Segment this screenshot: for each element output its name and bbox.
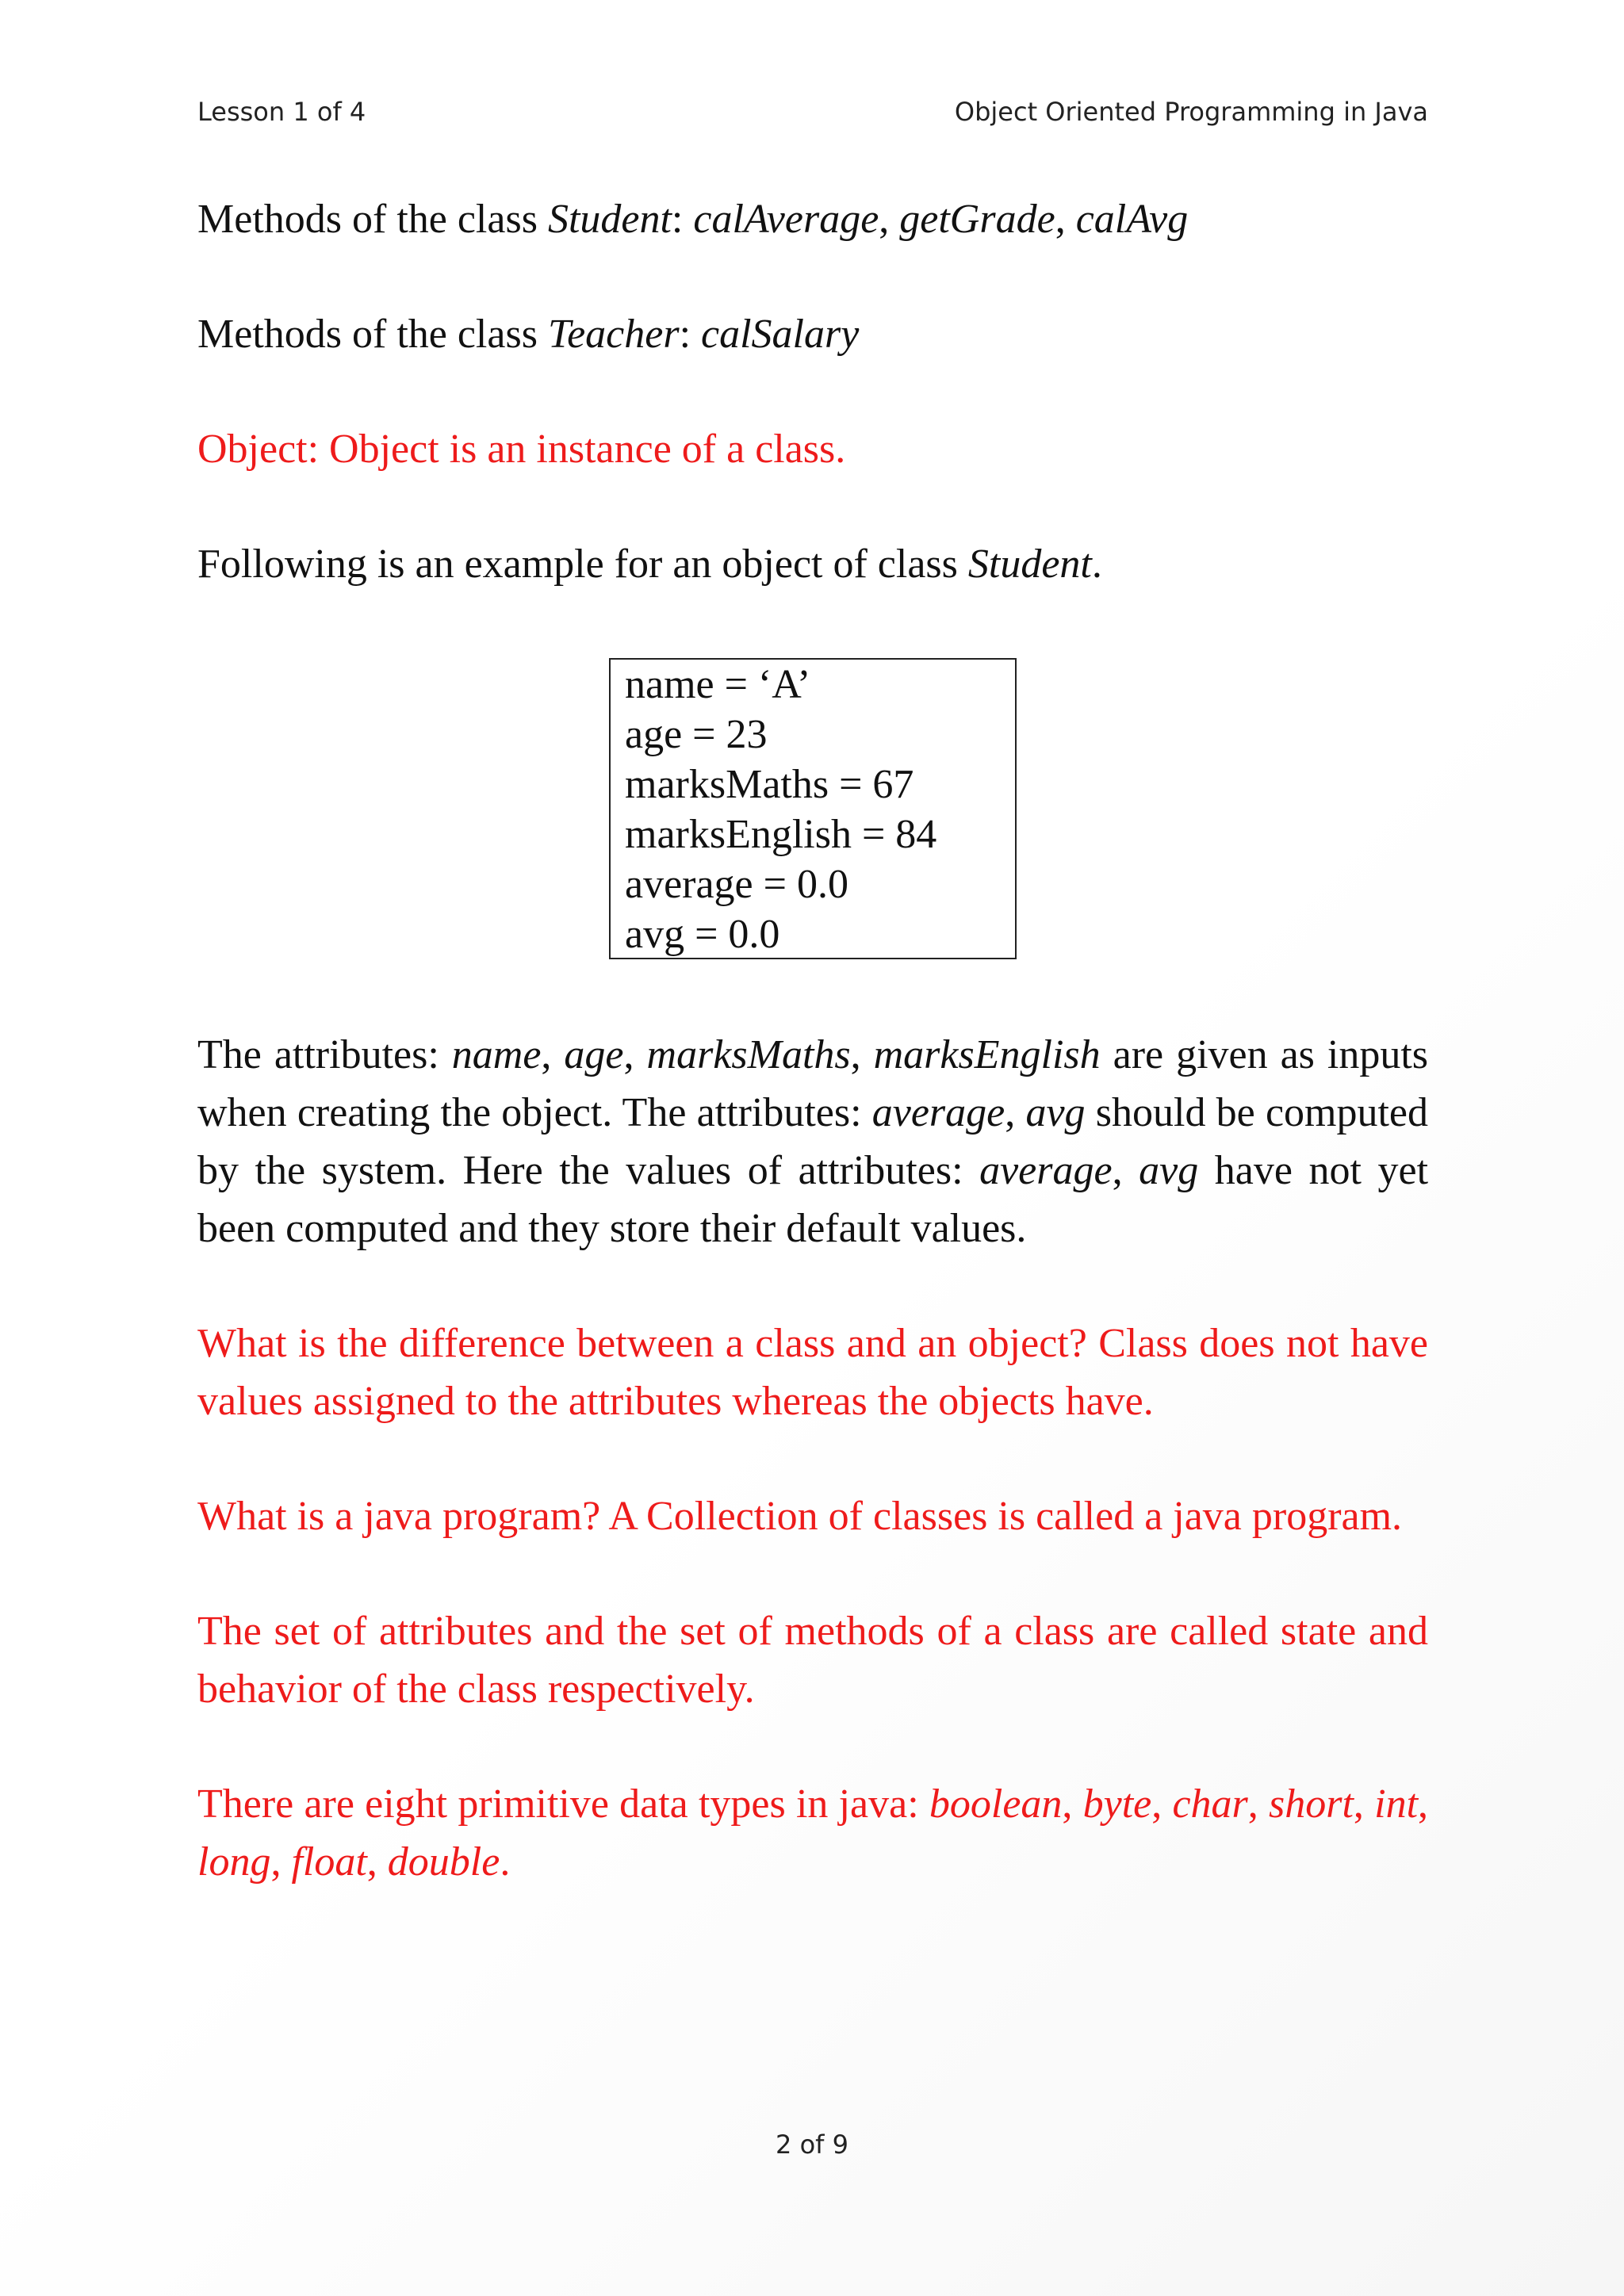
text-segment: :	[679, 312, 702, 357]
text-segment: ,	[1062, 1781, 1083, 1827]
attribute-name: age	[564, 1032, 624, 1077]
object-attribute-row: marksMaths = 67	[625, 762, 914, 807]
spacer	[197, 363, 1428, 420]
text-segment: ,	[850, 1032, 874, 1077]
text-segment: have not yet been computed and they store their default values.	[197, 1148, 1429, 1251]
type-name: float	[291, 1839, 367, 1885]
text-segment: ,	[1247, 1781, 1269, 1827]
object-attribute-row: marksEnglish = 84	[625, 812, 937, 857]
page-number: 2 of 9	[776, 2130, 848, 2160]
text-segment: ,	[879, 197, 900, 242]
attribute-name: average	[871, 1090, 1005, 1135]
text-segment: ,	[1353, 1781, 1375, 1827]
text-segment: ,	[366, 1839, 388, 1885]
type-name: char	[1172, 1781, 1248, 1827]
spacer	[197, 1257, 1428, 1314]
text-segment: are given as inputs when creating the object. The attributes:	[197, 1032, 1429, 1135]
course-title: Object Oriented Programming in Java	[954, 97, 1428, 127]
object-attribute-row: age = 23	[625, 712, 768, 757]
text-segment: ,	[1151, 1781, 1173, 1827]
text-segment: .	[1091, 541, 1102, 587]
text-segment: ,	[1418, 1781, 1429, 1827]
type-name: byte	[1082, 1781, 1152, 1827]
attributes-paragraph	[197, 1026, 1428, 1257]
text-segment: ,	[1055, 197, 1076, 242]
example-intro	[197, 535, 1428, 593]
class-vs-object-paragraph: What is the difference between a class and an object? Class does not have values assigned to the attributes whereas the objects have.	[197, 1321, 1428, 1424]
object-attribute-row: avg = 0.0	[625, 912, 780, 957]
text-segment: ,	[1005, 1090, 1026, 1135]
object-definition: Object: Object is an instance of a class.	[197, 427, 846, 472]
text-segment: ,	[1112, 1148, 1139, 1193]
document-body-upper	[197, 190, 1428, 593]
type-name: int	[1374, 1781, 1419, 1827]
primitive-types-paragraph	[197, 1775, 1428, 1891]
type-name: double	[387, 1839, 500, 1885]
attribute-name: marksEnglish	[873, 1032, 1101, 1077]
java-program-paragraph: What is a java program? A Collection of classes is called a java program.	[197, 1494, 1403, 1539]
method-name: calSalary	[701, 312, 860, 357]
page-header	[197, 97, 1428, 136]
object-attribute-row: average = 0.0	[625, 862, 848, 907]
student-methods-line	[197, 190, 1428, 248]
spacer	[197, 1718, 1428, 1775]
lesson-label: Lesson 1 of 4	[197, 97, 366, 127]
attribute-name: marksMaths	[646, 1032, 851, 1077]
spacer	[197, 1430, 1428, 1487]
spacer	[197, 1545, 1428, 1602]
method-name: calAverage	[693, 197, 879, 242]
text-segment: Methods of the class	[197, 312, 548, 357]
text-segment: should be computed by the system. Here the values of attributes:	[197, 1090, 1428, 1193]
object-diagram-box	[609, 658, 1017, 959]
text-segment: Methods of the class	[197, 197, 548, 242]
attribute-name: average	[979, 1148, 1113, 1193]
attribute-name: avg	[1139, 1148, 1199, 1193]
text-segment: :	[671, 197, 694, 242]
teacher-methods-line	[197, 305, 1428, 363]
class-name: Student	[547, 197, 672, 242]
class-name: Teacher	[547, 312, 680, 357]
spacer	[197, 478, 1428, 535]
type-name: long	[197, 1839, 271, 1885]
type-name: short	[1269, 1781, 1354, 1827]
attribute-name: name	[451, 1032, 542, 1077]
object-attribute-row: name = ‘A’	[625, 662, 811, 707]
text-segment: Following is an example for an object of class	[197, 541, 968, 587]
text-segment: ,	[270, 1839, 292, 1885]
class-name: Student	[967, 541, 1092, 587]
attribute-name: avg	[1025, 1090, 1086, 1135]
state-behavior-paragraph: The set of attributes and the set of methods of a class are called state and behavior of the class respectively.	[197, 1609, 1428, 1712]
type-name: boolean	[929, 1781, 1063, 1827]
text-segment: There are eight primitive data types in java:	[197, 1781, 929, 1827]
document-body-lower	[197, 1026, 1428, 1891]
text-segment: ,	[541, 1032, 565, 1077]
text-segment: The attributes:	[197, 1032, 452, 1077]
text-segment: ,	[623, 1032, 647, 1077]
method-name: getGrade	[899, 197, 1055, 242]
method-name: calAvg	[1075, 197, 1189, 242]
text-segment: .	[500, 1839, 511, 1885]
spacer	[197, 248, 1428, 305]
